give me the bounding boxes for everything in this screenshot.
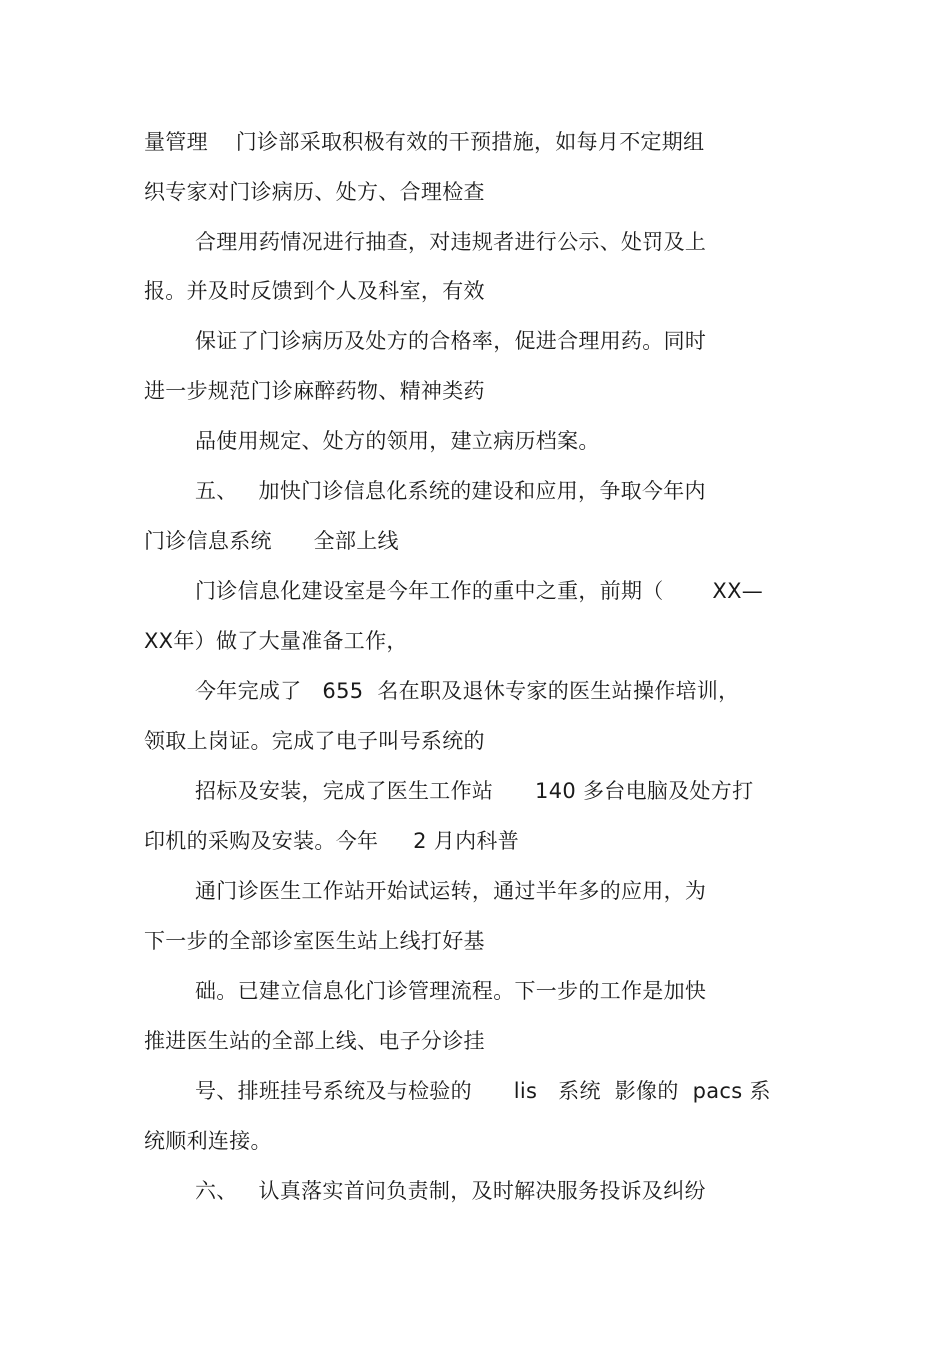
text-line: 础。已建立信息化门诊管理流程。下一步的工作是加快 [195,979,707,1003]
text-line: 进一步规范门诊麻醉药物、精神类药 [144,379,485,403]
text-line: 品使用规定、处方的领用，建立病历档案。 [195,429,600,453]
text-line: 报。并及时反馈到个人及科室，有效 [144,279,485,303]
text-line: 保证了门诊病历及处方的合格率，促进合理用药。同时 [195,329,707,353]
text-line: 领取上岗证。完成了电子叫号系统的 [144,729,485,753]
section-heading-6: 六、 认真落实首问负责制，及时解决服务投诉及纠纷 [195,1179,706,1203]
text-line: 号、排班挂号系统及与检验的 lis 系统 影像的 pacs 系 [195,1079,771,1103]
text-line: XX年）做了大量准备工作， [144,629,408,653]
text-line: 今年完成了 655 名在职及退休专家的医生站操作培训， [195,679,740,703]
text-line: 印机的采购及安装。今年 2 月内科普 [144,829,520,853]
text-line: 量管理 门诊部采取积极有效的干预措施，如每月不定期组 [144,130,705,154]
section-heading-5: 五、 加快门诊信息化系统的建设和应用，争取今年内 [195,479,706,503]
text-line: 织专家对门诊病历、处方、合理检查 [144,180,485,204]
text-line: 统顺利连接。 [144,1129,272,1153]
text-line: 下一步的全部诊室医生站上线打好基 [144,929,485,953]
text-line: 推进医生站的全部上线、电子分诊挂 [144,1029,485,1053]
text-line: 通门诊医生工作站开始试运转，通过半年多的应用，为 [195,879,707,903]
text-line: 合理用药情况进行抽查，对违规者进行公示、处罚及上 [195,230,707,254]
text-line: 招标及安装，完成了医生工作站 140 多台电脑及处方打 [195,779,754,803]
text-line: 门诊信息化建设室是今年工作的重中之重，前期（ XX— [195,579,764,603]
text-line: 门诊信息系统 全部上线 [144,529,399,553]
